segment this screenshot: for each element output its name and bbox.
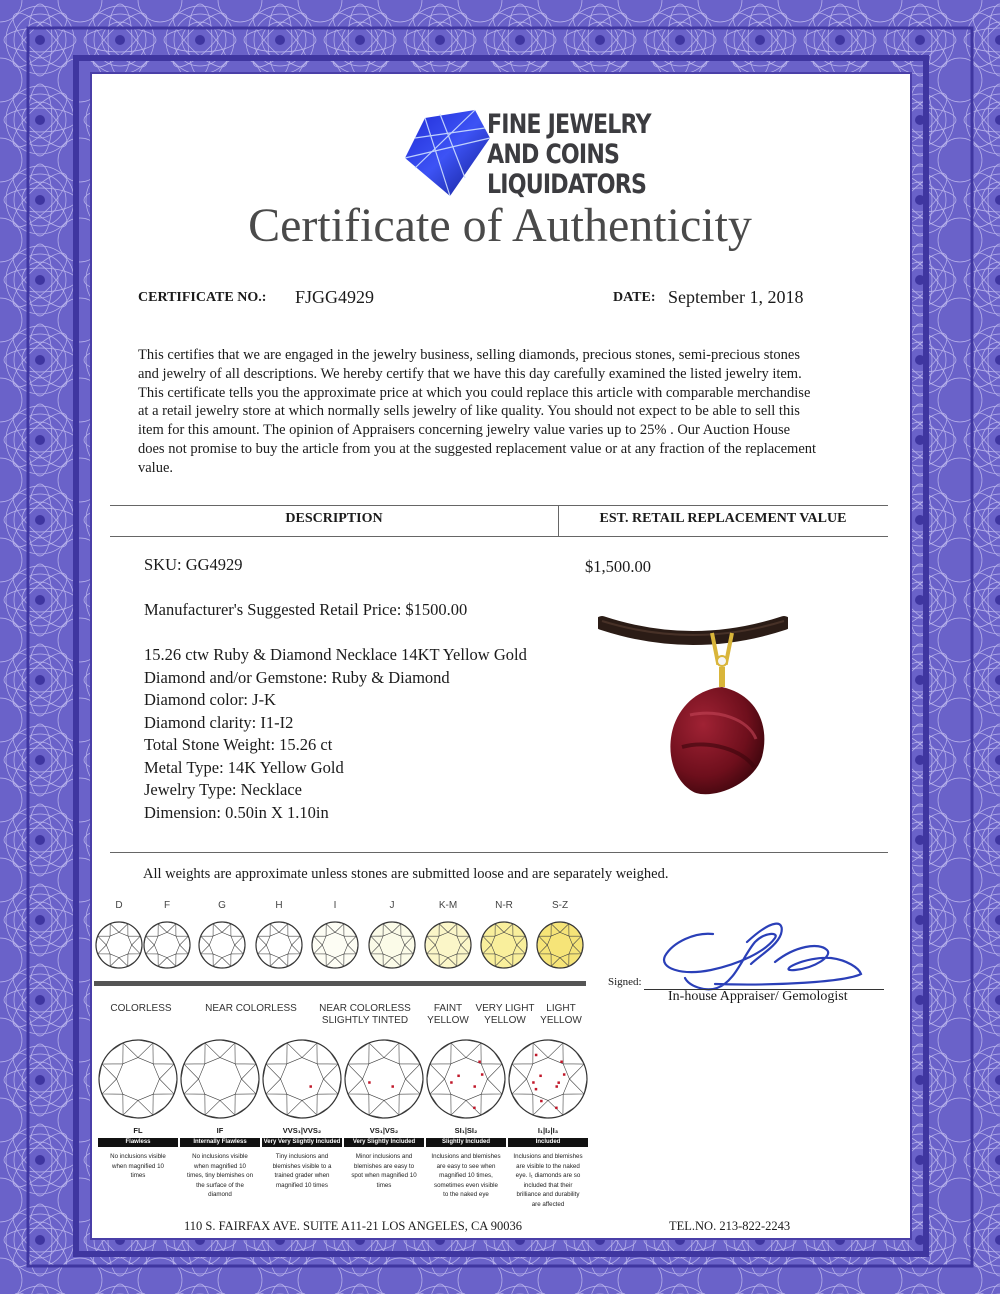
- desc-line: included that their: [523, 1181, 573, 1189]
- certificate-number: FJGG4929: [295, 287, 375, 307]
- clarity-code: IF: [216, 1126, 224, 1135]
- diamond-stone: [96, 922, 142, 968]
- desc-line: magnified 10 times: [276, 1181, 328, 1189]
- desc-line: No inclusions visible: [110, 1153, 166, 1160]
- appraiser-title: In-house Appraiser/ Gemologist: [668, 989, 848, 1004]
- diamond-stone: [99, 1040, 177, 1118]
- statement-line: This certificate tells you the approximate price at which you could replace this article with comparable merchandise: [138, 384, 811, 401]
- color-group-label: [98, 1003, 184, 1015]
- detail-type: Jewelry Type: Necklace: [144, 780, 302, 799]
- diamond-stone: [425, 922, 471, 968]
- detail-color: Diamond color: J-K: [144, 690, 276, 709]
- desc-line: magnified 10 times,: [439, 1172, 493, 1179]
- clarity-code: FL: [133, 1126, 143, 1135]
- grade-letter: F: [163, 900, 171, 911]
- clarity-name: Flawless: [98, 1138, 178, 1147]
- clarity-description: [98, 1152, 178, 1181]
- desc-line: when magnified 10: [194, 1162, 246, 1170]
- footer-address: 110 S. FAIRFAX AVE. SUITE A11-21 LOS ANGELES, CA 90036: [184, 1219, 522, 1233]
- diamond-stone: [199, 922, 245, 968]
- group-label-line: YELLOW: [427, 1015, 469, 1026]
- group-label-line: FAINT: [433, 1003, 463, 1014]
- desc-line: Tiny inclusions and: [275, 1153, 329, 1160]
- group-label-line: VERY LIGHT: [475, 1003, 535, 1014]
- color-group-label: [196, 1003, 306, 1015]
- statement-line: item for this amount. The opinion of Appraisers concerning jewelry value varies up to 25% . Our Auction House: [138, 422, 791, 439]
- diamond-stone: [369, 922, 415, 968]
- logo-line-1: FINE JEWELRY: [487, 109, 651, 140]
- diamond-stone: [345, 1040, 423, 1118]
- table-bottom-rule: [110, 852, 888, 853]
- detail-clarity: Diamond clarity: I1-I2: [144, 713, 294, 732]
- color-stones: [90, 915, 590, 995]
- desc-line: eye. I₁ diamonds are so: [515, 1172, 581, 1179]
- grade-letter: K-M: [438, 900, 458, 911]
- group-label-line: YELLOW: [540, 1015, 582, 1026]
- ruby-necklace-image: [598, 615, 788, 810]
- certificate-number-label: CERTIFICATE NO.:: [138, 290, 267, 305]
- color-group-label: [310, 1003, 420, 1027]
- desc-line: are easy to see when: [436, 1162, 496, 1170]
- color-group-label: [474, 1003, 536, 1027]
- clarity-description: [262, 1152, 342, 1190]
- group-label-line: LIGHT: [546, 1003, 576, 1014]
- grade-letter: J: [389, 900, 395, 911]
- desc-line: the surface of the: [196, 1181, 244, 1189]
- logo-line-2: AND COINS: [487, 139, 620, 170]
- clarity-name: Included: [508, 1138, 588, 1147]
- diamond-stone: [181, 1040, 259, 1118]
- diamond-stone: [537, 922, 583, 968]
- color-scale-bar: [94, 981, 586, 986]
- desc-line: No inclusions visible: [192, 1153, 248, 1160]
- group-label-line: NEAR COLORLESS: [205, 1003, 297, 1014]
- grade-letter: S-Z: [551, 900, 569, 911]
- desc-line: times: [130, 1172, 146, 1179]
- diamond-stone: [481, 922, 527, 968]
- desc-line: Inclusions and blemishes: [513, 1153, 583, 1160]
- diamond-stone: [509, 1040, 587, 1118]
- group-label-line: YELLOW: [484, 1015, 526, 1026]
- statement-line: This certifies that we are engaged in the jewelry business, selling diamonds, precious stones, semi-precious stones: [138, 347, 801, 363]
- grade-letter: D: [115, 900, 123, 911]
- clarity-description: [344, 1152, 424, 1190]
- desc-line: trained grader when: [274, 1172, 330, 1179]
- grade-letter: G: [218, 900, 226, 911]
- desc-line: diamond: [208, 1191, 232, 1198]
- statement-line: value.: [138, 459, 174, 476]
- clarity-code: I₁|I₂|I₃: [537, 1126, 559, 1135]
- diamond-stone: [427, 1040, 505, 1118]
- diamond-stone: [144, 922, 190, 968]
- statement-line: does not promise to buy the article from you at the suggested replacement value or at any fraction of the replacement: [138, 440, 817, 457]
- desc-line: when magnified 10: [112, 1162, 164, 1170]
- diamond-stone: [256, 922, 302, 968]
- certification-statement: [138, 346, 878, 478]
- clarity-name: Very Very Slightly Included: [263, 1139, 341, 1145]
- desc-line: blemishes visible to a: [272, 1162, 332, 1170]
- desc-line: brilliance and durability: [516, 1191, 580, 1198]
- table-top-rule: [110, 505, 888, 506]
- desc-line: Minor inclusions and: [355, 1153, 413, 1160]
- logo-text: [487, 110, 651, 200]
- signed-label: Signed:: [608, 976, 642, 988]
- table-header-rule: [110, 536, 888, 537]
- diamond-stone: [312, 922, 358, 968]
- statement-line: and jewelry of all descriptions. We hereby certify that we have this day carefully examined the listed jewelry item.: [138, 365, 802, 382]
- detail-title: 15.26 ctw Ruby & Diamond Necklace 14KT Yellow Gold: [144, 645, 527, 664]
- detail-dimension: Dimension: 0.50in X 1.10in: [144, 803, 329, 822]
- msrp: Manufacturer's Suggested Retail Price: $1500.00: [144, 600, 468, 619]
- color-group-label: [423, 1003, 473, 1027]
- value-header: EST. RETAIL REPLACEMENT VALUE: [599, 511, 847, 526]
- clarity-name: Slightly Included: [426, 1138, 506, 1147]
- clarity-description: [426, 1152, 506, 1200]
- detail-metal: Metal Type: 14K Yellow Gold: [144, 758, 344, 777]
- desc-line: times: [376, 1181, 392, 1189]
- desc-line: Inclusions and blemishes: [431, 1153, 501, 1160]
- color-group-label: [536, 1003, 586, 1027]
- desc-line: blemishes are easy to: [353, 1162, 415, 1170]
- weights-footnote: All weights are approximate unless stones are submitted loose and are separately weighed.: [143, 866, 669, 882]
- desc-line: sometimes even visible: [434, 1181, 498, 1189]
- desc-line: are visible to the naked: [516, 1162, 580, 1170]
- desc-line: times, tiny blemishes on: [186, 1172, 254, 1179]
- clarity-stones: [95, 1035, 595, 1125]
- clarity-code: VVS₁|VVS₂: [282, 1126, 322, 1135]
- logo-line-3: LIQUIDATORS: [487, 169, 647, 200]
- grade-letter: I: [333, 900, 337, 911]
- group-label-line: NEAR COLORLESS: [319, 1003, 411, 1014]
- clarity-name: Internally Flawless: [180, 1138, 260, 1147]
- detail-weight: Total Stone Weight: 15.26 ct: [144, 735, 333, 754]
- diamond-stone: [263, 1040, 341, 1118]
- desc-line: are affected: [531, 1200, 565, 1208]
- clarity-name: Very Slightly Included: [344, 1138, 424, 1147]
- date-value: September 1, 2018: [668, 287, 804, 307]
- group-label-line: COLORLESS: [110, 1003, 172, 1014]
- page-title: Certificate of Authenticity: [248, 199, 752, 252]
- clarity-code: VS₁|VS₂: [369, 1126, 399, 1135]
- clarity-code: SI₁|SI₂: [454, 1126, 478, 1135]
- date-label: DATE:: [613, 290, 656, 305]
- detail-gemstone: Diamond and/or Gemstone: Ruby & Diamond: [144, 668, 450, 687]
- desc-line: to the naked eye: [443, 1191, 489, 1198]
- footer-phone: TEL.NO. 213-822-2243: [669, 1219, 791, 1233]
- statement-line: at a retail jewelry store at which normally sells jewelry of like quality. You should not expect to be able to sell this: [138, 403, 800, 420]
- description-header: DESCRIPTION: [285, 511, 383, 526]
- clarity-description: [180, 1152, 260, 1200]
- clarity-description: [508, 1152, 588, 1209]
- signature-image: [655, 912, 875, 992]
- desc-line: spot when magnified 10: [351, 1172, 417, 1179]
- grade-letter: N-R: [495, 900, 513, 911]
- group-label-line: SLIGHTLY TINTED: [321, 1015, 409, 1026]
- sku: SKU: GG4929: [144, 555, 243, 574]
- grade-letter: H: [275, 900, 283, 911]
- replacement-value: $1,500.00: [585, 557, 651, 576]
